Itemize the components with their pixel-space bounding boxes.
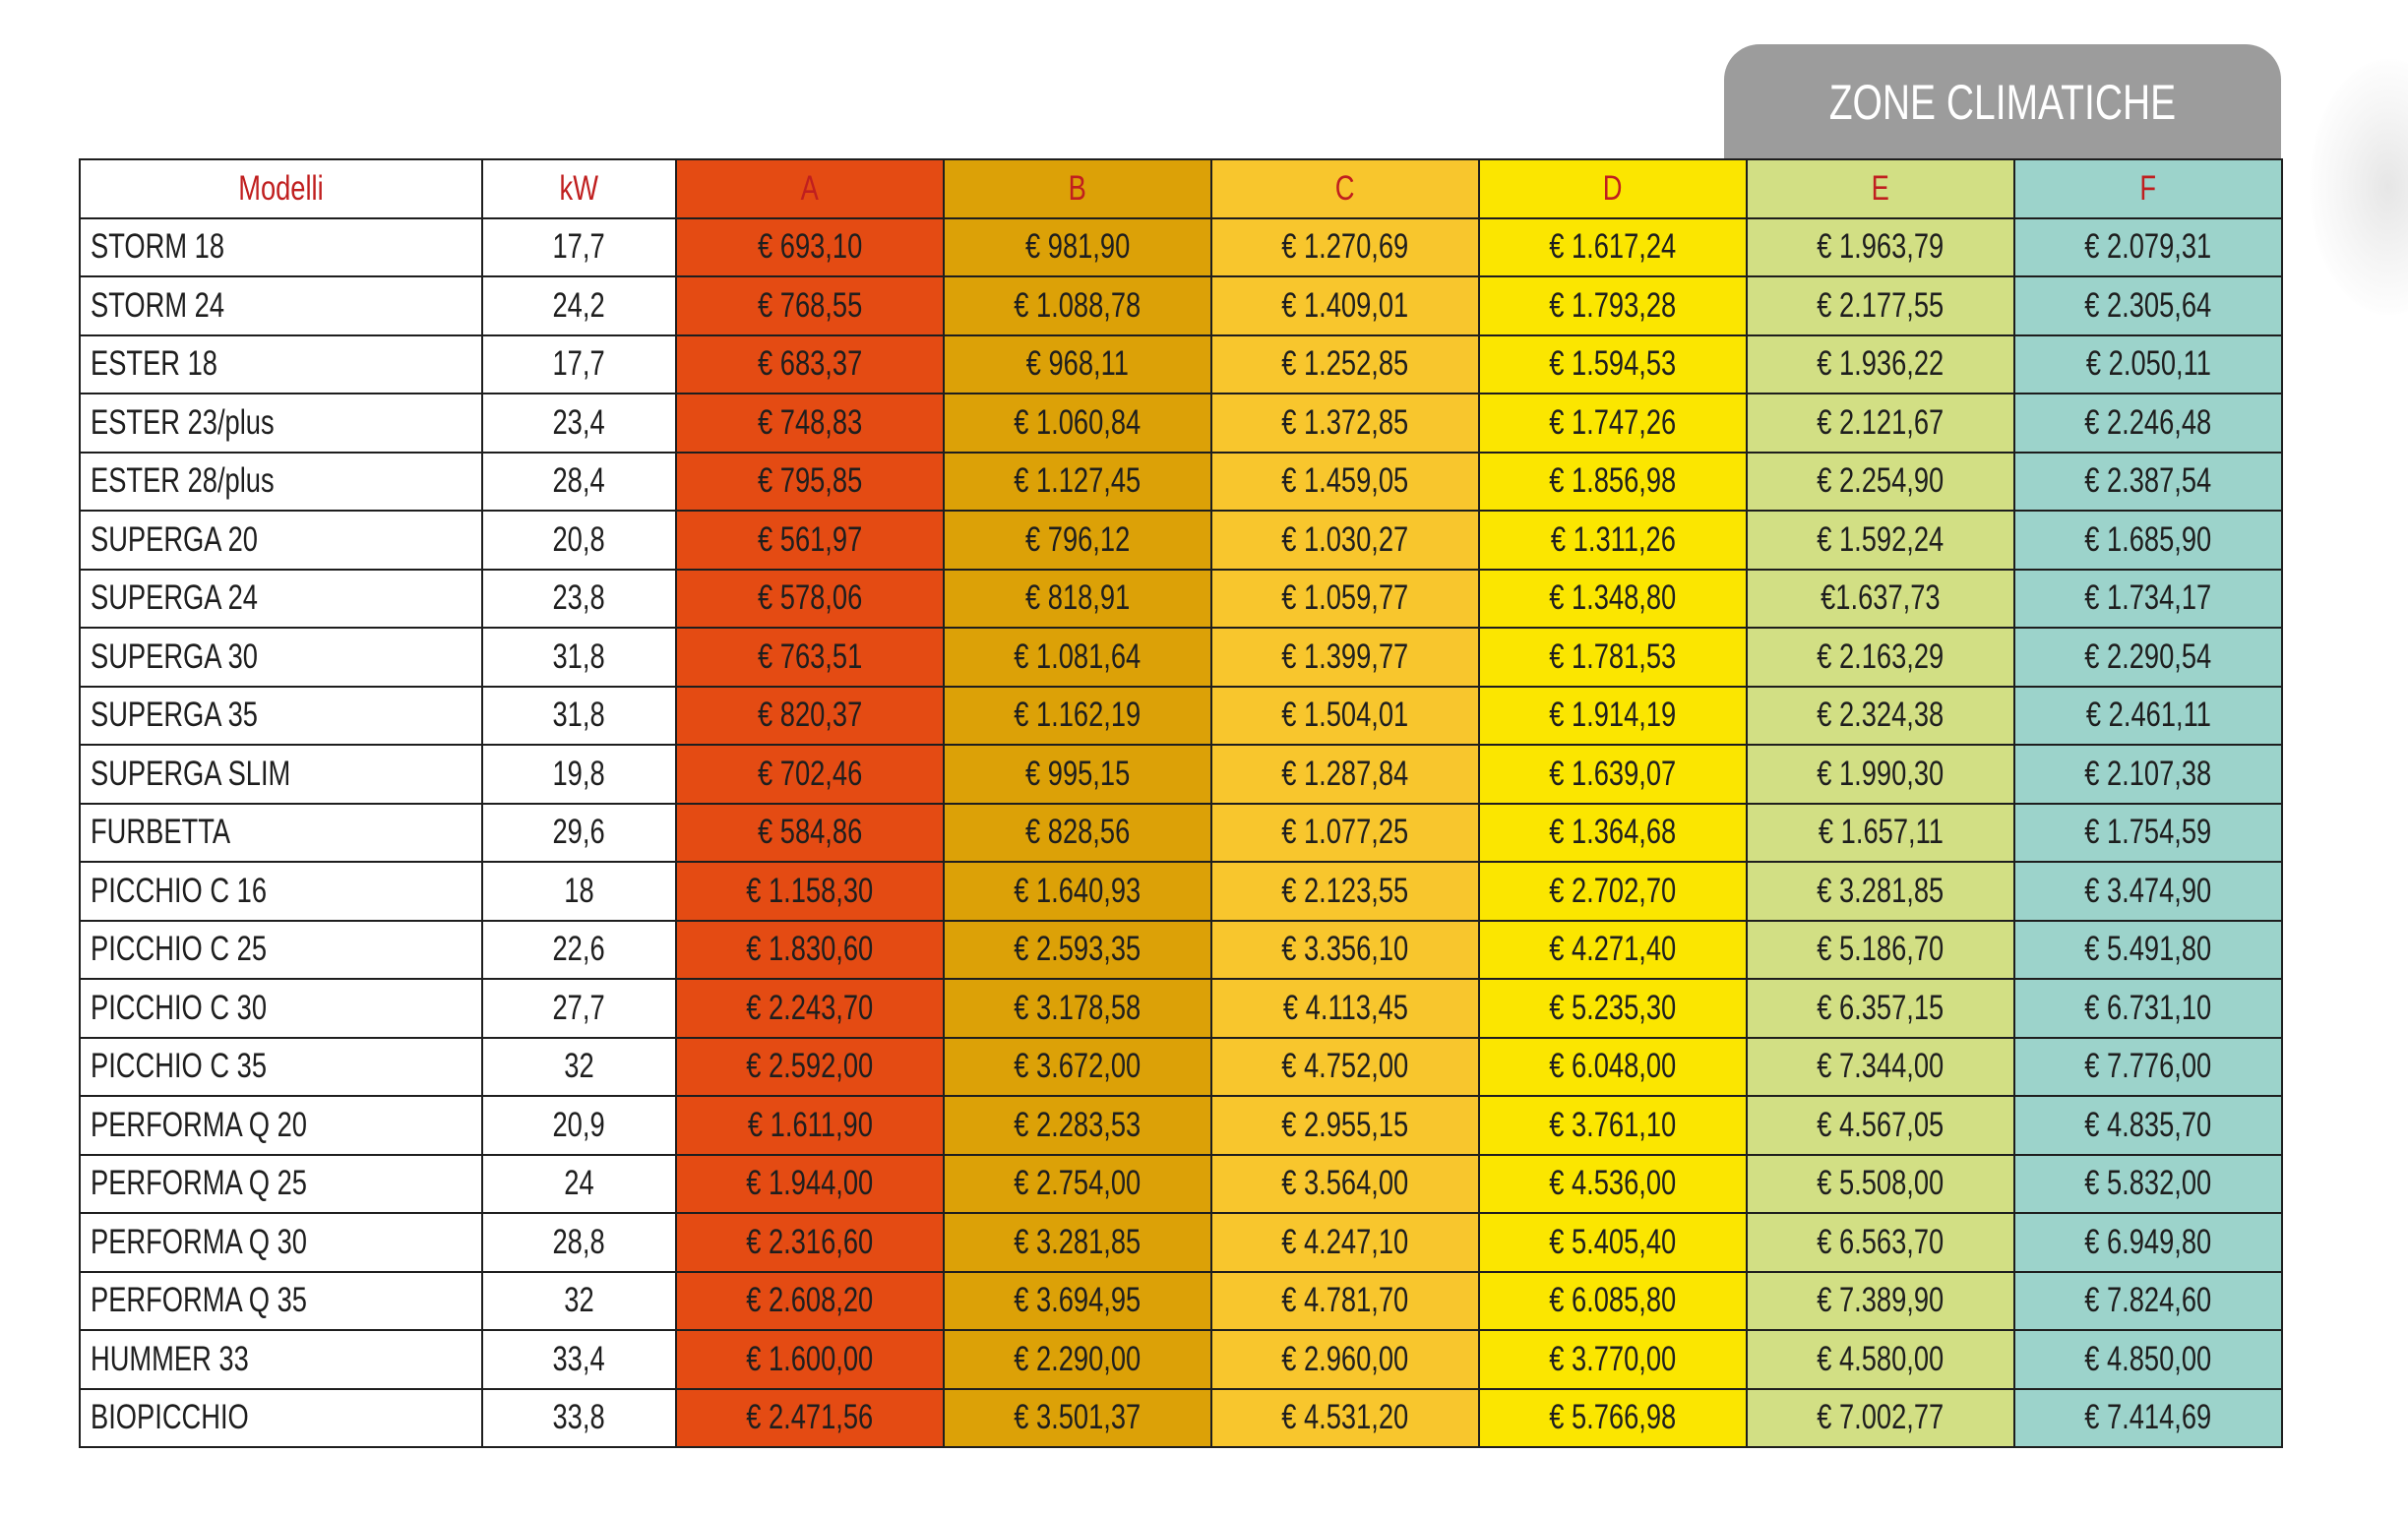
table-row xyxy=(80,335,2282,394)
model-cell: HUMMER 33 xyxy=(80,1330,482,1389)
header-cell-zone-a: A xyxy=(676,159,944,218)
zone-c-price-cell: € 2.123,55 xyxy=(1211,862,1479,921)
zone-d-price-cell: € 1.617,24 xyxy=(1479,218,1747,277)
header-cell-kw: kW xyxy=(482,159,676,218)
table-row xyxy=(80,1038,2282,1097)
zone-f-price-cell: € 2.246,48 xyxy=(2014,394,2282,453)
model-cell: PICCHIO C 35 xyxy=(80,1038,482,1097)
zone-d-price-cell: € 6.048,00 xyxy=(1479,1038,1747,1097)
kw-cell: 28,4 xyxy=(482,453,676,512)
table-row xyxy=(80,862,2282,921)
model-cell: BIOPICCHIO xyxy=(80,1389,482,1448)
kw-cell: 24 xyxy=(482,1155,676,1214)
zone-e-price-cell: € 2.254,90 xyxy=(1747,453,2014,512)
zone-e-price-cell: € 4.567,05 xyxy=(1747,1096,2014,1155)
zone-f-price-cell: € 7.824,60 xyxy=(2014,1272,2282,1331)
zone-b-price-cell: € 968,11 xyxy=(944,335,1211,394)
zone-b-price-cell: € 2.754,00 xyxy=(944,1155,1211,1214)
kw-cell: 23,8 xyxy=(482,570,676,629)
zone-c-price-cell: € 1.372,85 xyxy=(1211,394,1479,453)
header-cell-modelli: Modelli xyxy=(80,159,482,218)
zone-b-price-cell: € 1.162,19 xyxy=(944,687,1211,746)
kw-cell: 23,4 xyxy=(482,394,676,453)
model-cell: SUPERGA 30 xyxy=(80,628,482,687)
zone-d-price-cell: € 4.536,00 xyxy=(1479,1155,1747,1214)
header-cell-zone-b: B xyxy=(944,159,1211,218)
zone-a-price-cell: € 561,97 xyxy=(676,511,944,570)
model-cell: SUPERGA 20 xyxy=(80,511,482,570)
zone-f-price-cell: € 4.835,70 xyxy=(2014,1096,2282,1155)
zone-f-price-cell: € 5.832,00 xyxy=(2014,1155,2282,1214)
zone-climatiche-tab xyxy=(1724,44,2281,159)
kw-cell: 17,7 xyxy=(482,218,676,277)
zone-a-price-cell: € 2.608,20 xyxy=(676,1272,944,1331)
kw-cell: 18 xyxy=(482,862,676,921)
model-cell: PERFORMA Q 20 xyxy=(80,1096,482,1155)
zone-f-price-cell: € 1.734,17 xyxy=(2014,570,2282,629)
kw-cell: 32 xyxy=(482,1272,676,1331)
kw-cell: 31,8 xyxy=(482,628,676,687)
zone-d-price-cell: € 1.594,53 xyxy=(1479,335,1747,394)
zone-b-price-cell: € 3.694,95 xyxy=(944,1272,1211,1331)
table-row xyxy=(80,511,2282,570)
zone-e-price-cell: € 2.177,55 xyxy=(1747,276,2014,335)
zone-b-price-cell: € 995,15 xyxy=(944,745,1211,804)
zone-a-price-cell: € 748,83 xyxy=(676,394,944,453)
zone-e-price-cell: € 6.357,15 xyxy=(1747,979,2014,1038)
zone-a-price-cell: € 2.592,00 xyxy=(676,1038,944,1097)
zone-f-price-cell: € 2.107,38 xyxy=(2014,745,2282,804)
model-cell: PICCHIO C 30 xyxy=(80,979,482,1038)
zone-f-price-cell: € 3.474,90 xyxy=(2014,862,2282,921)
kw-cell: 22,6 xyxy=(482,921,676,980)
zone-c-price-cell: € 2.960,00 xyxy=(1211,1330,1479,1389)
zone-c-price-cell: € 4.752,00 xyxy=(1211,1038,1479,1097)
kw-cell: 29,6 xyxy=(482,804,676,863)
zone-d-price-cell: € 2.702,70 xyxy=(1479,862,1747,921)
zone-b-price-cell: € 3.281,85 xyxy=(944,1213,1211,1272)
model-cell: PERFORMA Q 25 xyxy=(80,1155,482,1214)
table-header-row xyxy=(80,159,2282,218)
zone-c-price-cell: € 3.356,10 xyxy=(1211,921,1479,980)
zone-c-price-cell: € 4.247,10 xyxy=(1211,1213,1479,1272)
zone-d-price-cell: € 1.747,26 xyxy=(1479,394,1747,453)
zone-b-price-cell: € 1.640,93 xyxy=(944,862,1211,921)
zone-a-price-cell: € 584,86 xyxy=(676,804,944,863)
zone-e-price-cell: € 5.508,00 xyxy=(1747,1155,2014,1214)
zone-e-price-cell: € 5.186,70 xyxy=(1747,921,2014,980)
zone-d-price-cell: € 1.914,19 xyxy=(1479,687,1747,746)
table-row xyxy=(80,453,2282,512)
zone-e-price-cell: € 1.963,79 xyxy=(1747,218,2014,277)
model-cell: STORM 24 xyxy=(80,276,482,335)
zone-c-price-cell: € 4.781,70 xyxy=(1211,1272,1479,1331)
zone-d-price-cell: € 3.770,00 xyxy=(1479,1330,1747,1389)
zone-f-price-cell: € 2.387,54 xyxy=(2014,453,2282,512)
kw-cell: 27,7 xyxy=(482,979,676,1038)
zone-b-price-cell: € 1.060,84 xyxy=(944,394,1211,453)
zone-d-price-cell: € 1.639,07 xyxy=(1479,745,1747,804)
zone-a-price-cell: € 1.944,00 xyxy=(676,1155,944,1214)
header-cell-zone-c: C xyxy=(1211,159,1479,218)
zone-b-price-cell: € 1.127,45 xyxy=(944,453,1211,512)
zone-e-price-cell: € 2.324,38 xyxy=(1747,687,2014,746)
table-row xyxy=(80,1213,2282,1272)
kw-cell: 19,8 xyxy=(482,745,676,804)
zone-e-price-cell: € 1.990,30 xyxy=(1747,745,2014,804)
zone-a-price-cell: € 1.830,60 xyxy=(676,921,944,980)
kw-cell: 33,4 xyxy=(482,1330,676,1389)
zone-d-price-cell: € 1.364,68 xyxy=(1479,804,1747,863)
model-cell: PICCHIO C 25 xyxy=(80,921,482,980)
zone-b-price-cell: € 2.593,35 xyxy=(944,921,1211,980)
zone-d-price-cell: € 1.311,26 xyxy=(1479,511,1747,570)
zone-c-price-cell: € 1.077,25 xyxy=(1211,804,1479,863)
kw-cell: 33,8 xyxy=(482,1389,676,1448)
kw-cell: 24,2 xyxy=(482,276,676,335)
zone-e-price-cell: € 7.389,90 xyxy=(1747,1272,2014,1331)
zone-d-price-cell: € 1.348,80 xyxy=(1479,570,1747,629)
table-row xyxy=(80,276,2282,335)
zone-a-price-cell: € 2.316,60 xyxy=(676,1213,944,1272)
model-cell: SUPERGA SLIM xyxy=(80,745,482,804)
zone-c-price-cell: € 2.955,15 xyxy=(1211,1096,1479,1155)
zone-e-price-cell: € 4.580,00 xyxy=(1747,1330,2014,1389)
model-cell: ESTER 28/plus xyxy=(80,453,482,512)
zone-a-price-cell: € 2.243,70 xyxy=(676,979,944,1038)
header-cell-zone-f: F xyxy=(2014,159,2282,218)
zone-e-price-cell: € 1.936,22 xyxy=(1747,335,2014,394)
zone-a-price-cell: € 693,10 xyxy=(676,218,944,277)
zone-a-price-cell: € 1.611,90 xyxy=(676,1096,944,1155)
table-row xyxy=(80,1272,2282,1331)
zone-d-price-cell: € 4.271,40 xyxy=(1479,921,1747,980)
zone-c-price-cell: € 1.409,01 xyxy=(1211,276,1479,335)
zone-a-price-cell: € 1.158,30 xyxy=(676,862,944,921)
decorative-corner-shadow xyxy=(2310,59,2408,315)
model-cell: PERFORMA Q 35 xyxy=(80,1272,482,1331)
table-row xyxy=(80,1096,2282,1155)
header-cell-zone-e: E xyxy=(1747,159,2014,218)
table-row xyxy=(80,745,2282,804)
zone-a-price-cell: € 820,37 xyxy=(676,687,944,746)
zone-c-price-cell: € 1.252,85 xyxy=(1211,335,1479,394)
zone-f-price-cell: € 2.290,54 xyxy=(2014,628,2282,687)
kw-cell: 32 xyxy=(482,1038,676,1097)
model-cell: PICCHIO C 16 xyxy=(80,862,482,921)
zone-b-price-cell: € 796,12 xyxy=(944,511,1211,570)
price-table xyxy=(79,158,2283,1448)
table-row xyxy=(80,1155,2282,1214)
zone-f-price-cell: € 2.461,11 xyxy=(2014,687,2282,746)
model-cell: STORM 18 xyxy=(80,218,482,277)
zone-d-price-cell: € 1.856,98 xyxy=(1479,453,1747,512)
model-cell: SUPERGA 35 xyxy=(80,687,482,746)
model-cell: SUPERGA 24 xyxy=(80,570,482,629)
zone-c-price-cell: € 1.399,77 xyxy=(1211,628,1479,687)
kw-cell: 20,8 xyxy=(482,511,676,570)
zone-a-price-cell: € 702,46 xyxy=(676,745,944,804)
kw-cell: 28,8 xyxy=(482,1213,676,1272)
zone-c-price-cell: € 1.459,05 xyxy=(1211,453,1479,512)
zone-a-price-cell: € 2.471,56 xyxy=(676,1389,944,1448)
zone-f-price-cell: € 1.685,90 xyxy=(2014,511,2282,570)
zone-c-price-cell: € 1.504,01 xyxy=(1211,687,1479,746)
zone-e-price-cell: €1.637,73 xyxy=(1747,570,2014,629)
kw-cell: 20,9 xyxy=(482,1096,676,1155)
zone-c-price-cell: € 4.113,45 xyxy=(1211,979,1479,1038)
zone-a-price-cell: € 795,85 xyxy=(676,453,944,512)
zone-b-price-cell: € 3.178,58 xyxy=(944,979,1211,1038)
zone-d-price-cell: € 1.781,53 xyxy=(1479,628,1747,687)
table-row xyxy=(80,979,2282,1038)
zone-b-price-cell: € 2.283,53 xyxy=(944,1096,1211,1155)
zone-f-price-cell: € 2.305,64 xyxy=(2014,276,2282,335)
zone-b-price-cell: € 1.088,78 xyxy=(944,276,1211,335)
zone-c-price-cell: € 4.531,20 xyxy=(1211,1389,1479,1448)
zone-f-price-cell: € 7.776,00 xyxy=(2014,1038,2282,1097)
table-body xyxy=(80,218,2282,1448)
zone-a-price-cell: € 763,51 xyxy=(676,628,944,687)
zone-b-price-cell: € 818,91 xyxy=(944,570,1211,629)
table-row xyxy=(80,218,2282,277)
model-cell: PERFORMA Q 30 xyxy=(80,1213,482,1272)
zone-a-price-cell: € 683,37 xyxy=(676,335,944,394)
zone-e-price-cell: € 6.563,70 xyxy=(1747,1213,2014,1272)
zone-b-price-cell: € 2.290,00 xyxy=(944,1330,1211,1389)
zone-f-price-cell: € 5.491,80 xyxy=(2014,921,2282,980)
table-row xyxy=(80,1330,2282,1389)
zone-f-price-cell: € 6.949,80 xyxy=(2014,1213,2282,1272)
zone-e-price-cell: € 7.002,77 xyxy=(1747,1389,2014,1448)
table-row xyxy=(80,394,2282,453)
zone-f-price-cell: € 1.754,59 xyxy=(2014,804,2282,863)
zone-c-price-cell: € 3.564,00 xyxy=(1211,1155,1479,1214)
zone-c-price-cell: € 1.030,27 xyxy=(1211,511,1479,570)
zone-f-price-cell: € 2.050,11 xyxy=(2014,335,2282,394)
zone-b-price-cell: € 981,90 xyxy=(944,218,1211,277)
zone-e-price-cell: € 3.281,85 xyxy=(1747,862,2014,921)
kw-cell: 31,8 xyxy=(482,687,676,746)
zone-e-price-cell: € 2.121,67 xyxy=(1747,394,2014,453)
zone-f-price-cell: € 2.079,31 xyxy=(2014,218,2282,277)
zone-d-price-cell: € 5.405,40 xyxy=(1479,1213,1747,1272)
header-cell-zone-d: D xyxy=(1479,159,1747,218)
table-row xyxy=(80,570,2282,629)
zone-d-price-cell: € 5.766,98 xyxy=(1479,1389,1747,1448)
model-cell: FURBETTA xyxy=(80,804,482,863)
zone-f-price-cell: € 6.731,10 xyxy=(2014,979,2282,1038)
zone-a-price-cell: € 578,06 xyxy=(676,570,944,629)
model-cell: ESTER 23/plus xyxy=(80,394,482,453)
zone-b-price-cell: € 3.672,00 xyxy=(944,1038,1211,1097)
zone-d-price-cell: € 6.085,80 xyxy=(1479,1272,1747,1331)
zone-d-price-cell: € 1.793,28 xyxy=(1479,276,1747,335)
zone-e-price-cell: € 2.163,29 xyxy=(1747,628,2014,687)
zone-f-price-cell: € 7.414,69 xyxy=(2014,1389,2282,1448)
zone-climatiche-label: ZONE CLIMATICHE xyxy=(1828,74,2177,130)
zone-b-price-cell: € 828,56 xyxy=(944,804,1211,863)
zone-e-price-cell: € 1.592,24 xyxy=(1747,511,2014,570)
table-row xyxy=(80,687,2282,746)
zone-c-price-cell: € 1.270,69 xyxy=(1211,218,1479,277)
kw-cell: 17,7 xyxy=(482,335,676,394)
zone-d-price-cell: € 3.761,10 xyxy=(1479,1096,1747,1155)
zone-f-price-cell: € 4.850,00 xyxy=(2014,1330,2282,1389)
table-row xyxy=(80,628,2282,687)
model-cell: ESTER 18 xyxy=(80,335,482,394)
zone-d-price-cell: € 5.235,30 xyxy=(1479,979,1747,1038)
zone-a-price-cell: € 1.600,00 xyxy=(676,1330,944,1389)
zone-a-price-cell: € 768,55 xyxy=(676,276,944,335)
table-row xyxy=(80,921,2282,980)
zone-c-price-cell: € 1.059,77 xyxy=(1211,570,1479,629)
zone-e-price-cell: € 1.657,11 xyxy=(1747,804,2014,863)
zone-b-price-cell: € 1.081,64 xyxy=(944,628,1211,687)
zone-e-price-cell: € 7.344,00 xyxy=(1747,1038,2014,1097)
zone-b-price-cell: € 3.501,37 xyxy=(944,1389,1211,1448)
zone-c-price-cell: € 1.287,84 xyxy=(1211,745,1479,804)
table-row xyxy=(80,1389,2282,1448)
table-row xyxy=(80,804,2282,863)
